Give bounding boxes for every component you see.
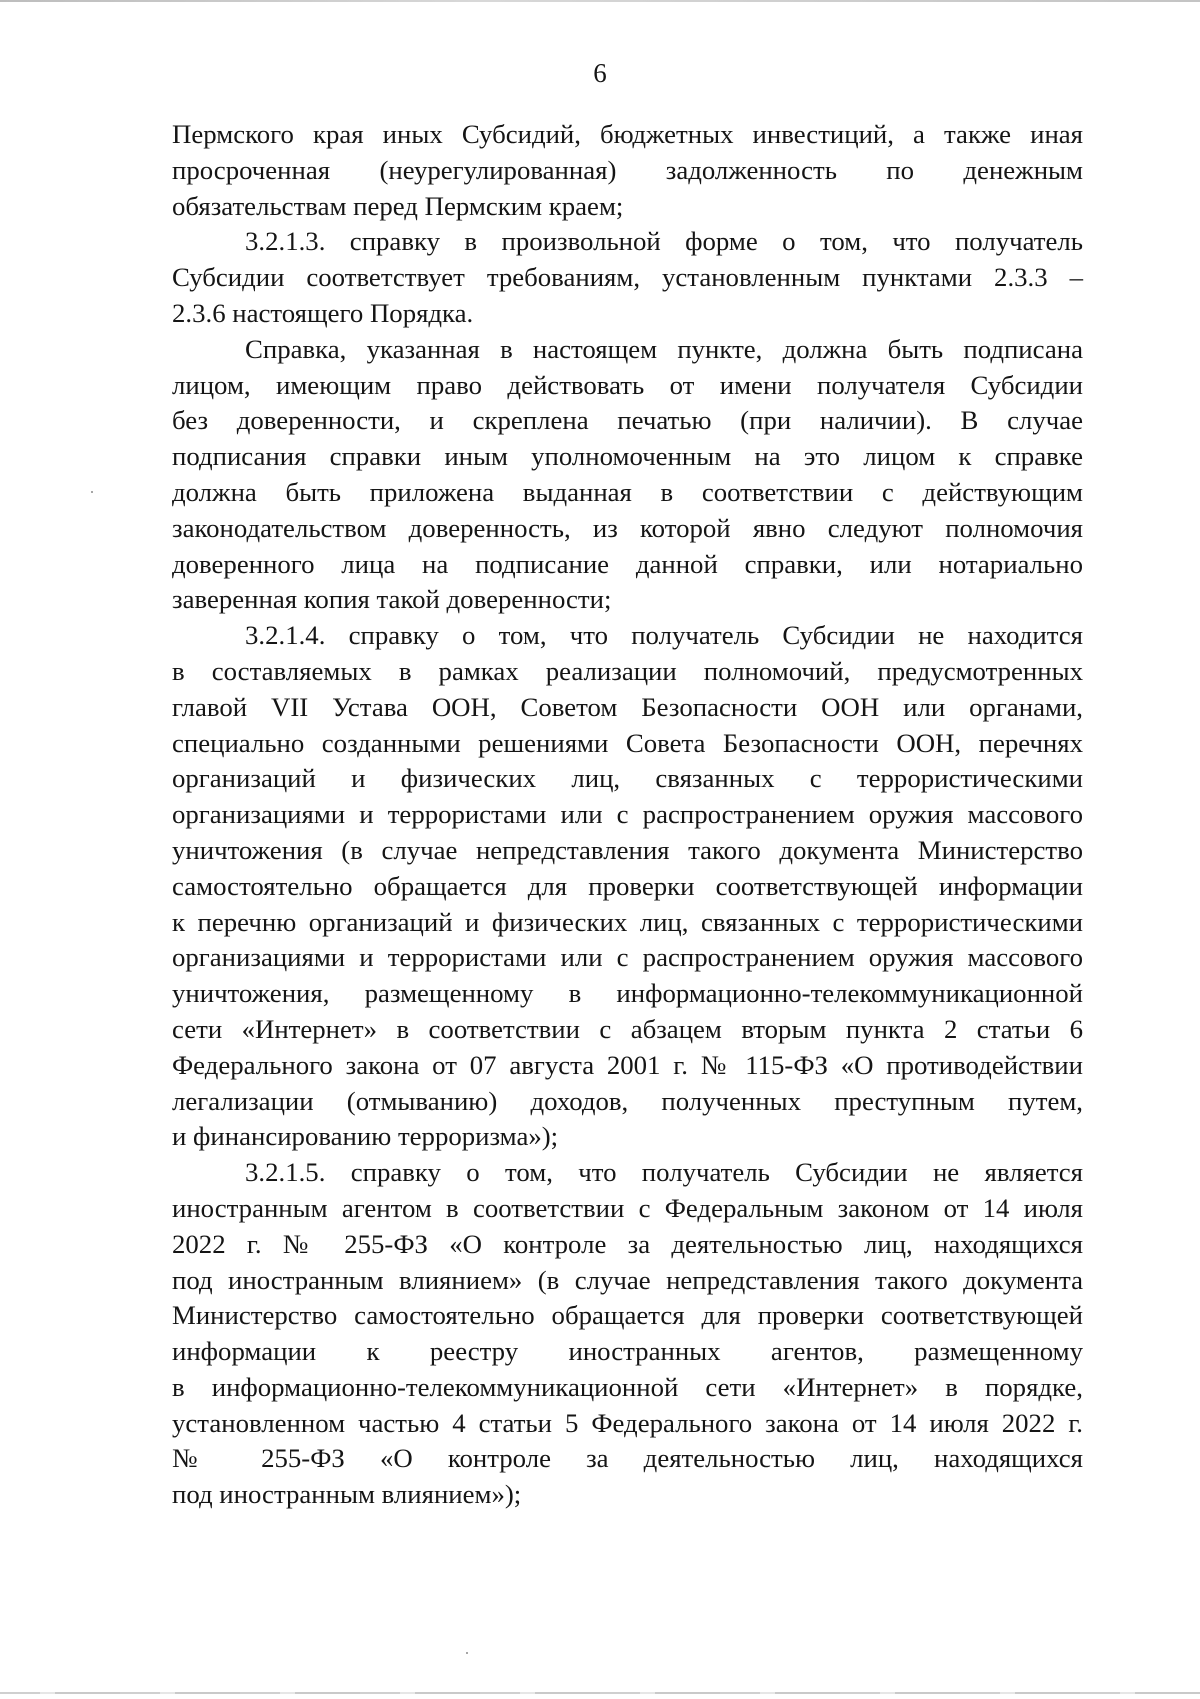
text-line: № 255-ФЗ «О контроле за деятельностью лиц, находящихся xyxy=(172,1443,1083,1474)
text-line: установленном частью 4 статьи 5 Федерального закона от 14 июля 2022 г. xyxy=(172,1407,1083,1438)
scan-speck xyxy=(91,491,93,493)
text-line: главой VII Устава ООН, Советом Безопасности ООН или органами, xyxy=(172,691,1083,722)
text-line: без доверенности, и скреплена печатью (при наличии). В случае xyxy=(172,405,1083,436)
text-line: Субсидии соответствует требованиям, установленным пунктами 2.3.3 – xyxy=(172,262,1083,293)
text-line: к перечню организаций и физических лиц, связанных с террористическими xyxy=(172,906,1083,937)
text-line: уничтожения, размещенному в информационно-телекоммуникационной xyxy=(172,978,1083,1009)
text-line: законодательством доверенность, из которой явно следуют полномочия xyxy=(172,512,1083,543)
text-line: Министерство самостоятельно обращается для проверки соответствующей xyxy=(172,1300,1083,1331)
text-line: доверенного лица на подписание данной справки, или нотариально xyxy=(172,548,1083,579)
text-line: 3.2.1.5. справку о том, что получатель Субсидии не является xyxy=(245,1157,1083,1188)
text-line: сети «Интернет» в соответствии с абзацем вторым пункта 2 статьи 6 xyxy=(172,1013,1083,1044)
paragraph xyxy=(172,224,1083,331)
text-line: под иностранным влиянием» (в случае непредставления такого документа xyxy=(172,1264,1083,1295)
text-line: и финансированию терроризма»); xyxy=(172,1121,559,1152)
text-line: уничтожения (в случае непредставления такого документа Министерство xyxy=(172,834,1083,865)
text-line: под иностранным влиянием»); xyxy=(172,1479,522,1510)
scan-bottom-edge xyxy=(0,1692,1200,1694)
paragraph xyxy=(172,332,1083,618)
text-line: самостоятельно обращается для проверки соответствующей информации xyxy=(172,870,1083,901)
paragraph xyxy=(172,1155,1083,1513)
text-line: 2.3.6 настоящего Порядка. xyxy=(172,297,474,328)
text-line: обязательствам перед Пермским краем; xyxy=(172,190,624,221)
text-line: специально созданными решениями Совета Безопасности ООН, перечнях xyxy=(172,727,1083,758)
text-line: организациями и террористами или с распространением оружия массового xyxy=(172,799,1083,830)
text-line: 3.2.1.3. справку в произвольной форме о том, что получатель xyxy=(245,226,1083,257)
text-line: Федерального закона от 07 августа 2001 г. № 115-ФЗ «О противодействии xyxy=(172,1049,1083,1080)
text-line: иностранным агентом в соответствии с Федеральным законом от 14 июля xyxy=(172,1192,1083,1223)
text-line: заверенная копия такой доверенности; xyxy=(172,584,612,615)
scan-top-edge xyxy=(0,0,1200,2)
text-line: в составляемых в рамках реализации полномочий, предусмотренных xyxy=(172,655,1083,686)
paragraph xyxy=(172,618,1083,1155)
text-line: Справка, указанная в настоящем пункте, должна быть подписана xyxy=(245,333,1083,364)
text-line: организациями и террористами или с распространением оружия массового xyxy=(172,942,1083,973)
text-line: должна быть приложена выданная в соответствии с действующим xyxy=(172,476,1083,507)
page-number: 6 xyxy=(593,58,607,88)
text-line: 3.2.1.4. справку о том, что получатель Субсидии не находится xyxy=(245,620,1083,651)
text-line: просроченная (неурегулированная) задолженность по денежным xyxy=(172,154,1083,185)
text-line: 2022 г. № 255-ФЗ «О контроле за деятельностью лиц, находящихся xyxy=(172,1228,1083,1259)
text-line: подписания справки иным уполномоченным на это лицом к справке xyxy=(172,441,1083,472)
text-line: организаций и физических лиц, связанных с террористическими xyxy=(172,763,1083,794)
text-line: информации к реестру иностранных агентов, размещенному xyxy=(172,1336,1083,1367)
text-line: в информационно-телекоммуникационной сети «Интернет» в порядке, xyxy=(172,1371,1083,1402)
text-line: лицом, имеющим право действовать от имени получателя Субсидии xyxy=(172,369,1083,400)
text-line: легализации (отмыванию) доходов, полученных преступным путем, xyxy=(172,1085,1083,1116)
scan-speck xyxy=(466,1652,468,1654)
paragraph xyxy=(172,117,1083,224)
text-line: Пермского края иных Субсидий, бюджетных инвестиций, а также иная xyxy=(172,119,1083,149)
document-body xyxy=(172,117,1083,1513)
